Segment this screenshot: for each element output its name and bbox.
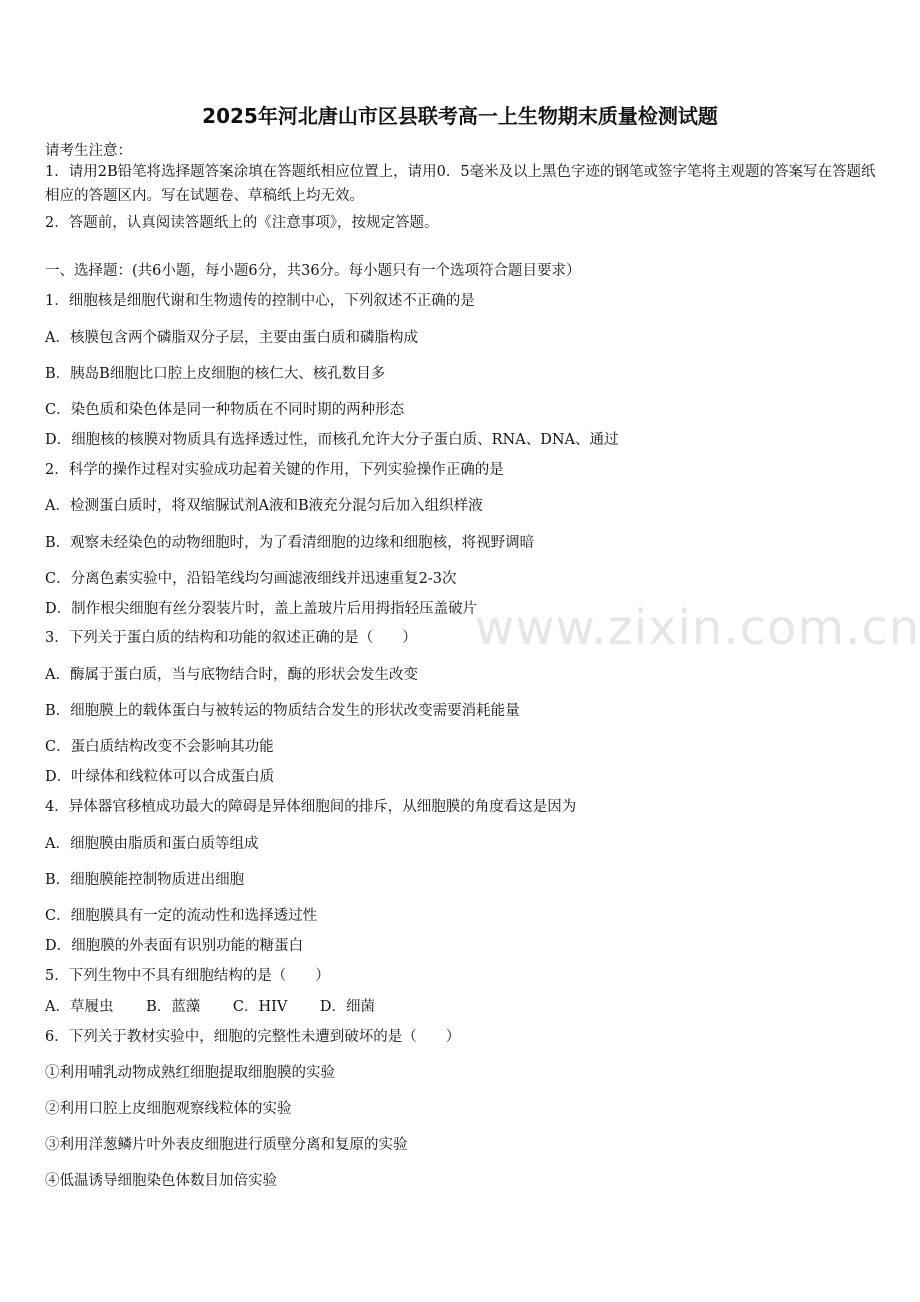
question-4-option-c: C．细胞膜具有一定的流动性和选择透过性 <box>45 908 318 924</box>
question-5-option-b: B．蓝藻 <box>146 999 201 1015</box>
question-1-option-c: C．染色质和染色体是同一种物质在不同时期的两种形态 <box>45 402 405 418</box>
question-6-item-1: ①利用哺乳动物成熟红细胞提取细胞膜的实验 <box>45 1065 335 1081</box>
question-2-option-b: B．观察未经染色的动物细胞时，为了看清细胞的边缘和细胞核，将视野调暗 <box>45 535 535 551</box>
question-1-option-a: A．核膜包含两个磷脂双分子层，主要由蛋白质和磷脂构成 <box>45 330 418 346</box>
question-5-option-c: C．HIV <box>232 999 288 1015</box>
question-4-option-a: A．细胞膜由脂质和蛋白质等组成 <box>45 836 259 852</box>
question-2-option-c: C．分离色素实验中，沿铅笔线均匀画滤液细线并迅速重复2-3次 <box>45 571 457 587</box>
question-3-stem: 3．下列关于蛋白质的结构和功能的叙述正确的是（ ） <box>45 630 417 646</box>
question-1-stem: 1．细胞核是细胞代谢和生物遗传的控制中心，下列叙述不正确的是 <box>45 293 475 309</box>
notice-heading: 请考生注意： <box>45 143 132 159</box>
question-4-stem: 4．异体器官移植成功最大的障碍是异体细胞间的排斥，从细胞膜的角度看这是因为 <box>45 799 577 815</box>
watermark: www.zixin.com.cn <box>475 600 920 656</box>
question-1-option-d: D．细胞核的核膜对物质具有选择透过性，而核孔允许大分子蛋白质、RNA、DNA、通过 <box>45 432 619 448</box>
question-6-item-2: ②利用口腔上皮细胞观察线粒体的实验 <box>45 1101 292 1117</box>
question-3-option-b: B．细胞膜上的载体蛋白与被转运的物质结合发生的形状改变需要消耗能量 <box>45 703 520 719</box>
question-5-option-a: A．草履虫 <box>45 999 114 1015</box>
question-6-item-3: ③利用洋葱鳞片叶外表皮细胞进行质壁分离和复原的实验 <box>45 1137 408 1153</box>
page-title: 2025年河北唐山市区县联考高一上生物期末质量检测试题 <box>202 104 718 128</box>
question-3-option-c: C．蛋白质结构改变不会影响其功能 <box>45 739 274 755</box>
question-6-item-4: ④低温诱导细胞染色体数目加倍实验 <box>45 1173 277 1189</box>
question-1-option-b: B．胰岛B细胞比口腔上皮细胞的核仁大、核孔数目多 <box>45 366 386 382</box>
question-2-option-d: D．制作根尖细胞有丝分裂装片时，盖上盖玻片后用拇指轻压盖破片 <box>45 601 478 617</box>
question-3-option-a: A．酶属于蛋白质，当与底物结合时，酶的形状会发生改变 <box>45 667 418 683</box>
question-2-option-a: A．检测蛋白质时，将双缩脲试剂A液和B液充分混匀后加入组织样液 <box>45 498 483 514</box>
question-5-options <box>45 995 403 1016</box>
question-5-stem: 5．下列生物中不具有细胞结构的是（ ） <box>45 968 330 984</box>
section-heading: 一、选择题：(共6小题，每小题6分，共36分。每小题只有一个选项符合题目要求） <box>45 263 581 279</box>
question-4-option-b: B．细胞膜能控制物质进出细胞 <box>45 872 245 888</box>
notice-item-2: 2．答题前，认真阅读答题纸上的《注意事项》，按规定答题。 <box>45 215 439 231</box>
question-5-option-d: D．细菌 <box>319 999 376 1015</box>
question-4-option-d: D．细胞膜的外表面有识别功能的糖蛋白 <box>45 938 304 954</box>
question-6-stem: 6．下列关于教材实验中，细胞的完整性未遭到破坏的是（ ） <box>45 1029 461 1045</box>
question-2-stem: 2．科学的操作过程对实验成功起着关键的作用，下列实验操作正确的是 <box>45 462 504 478</box>
question-3-option-d: D．叶绿体和线粒体可以合成蛋白质 <box>45 769 275 785</box>
notice-item-1: 1．请用2B铅笔将选择题答案涂填在答题纸相应位置上，请用0．5毫米及以上黑色字迹的钢笔或签字笔将主观题的答案写在答题纸相应的答题区内。写在试题卷、草稿纸上均无效。 <box>45 164 876 204</box>
